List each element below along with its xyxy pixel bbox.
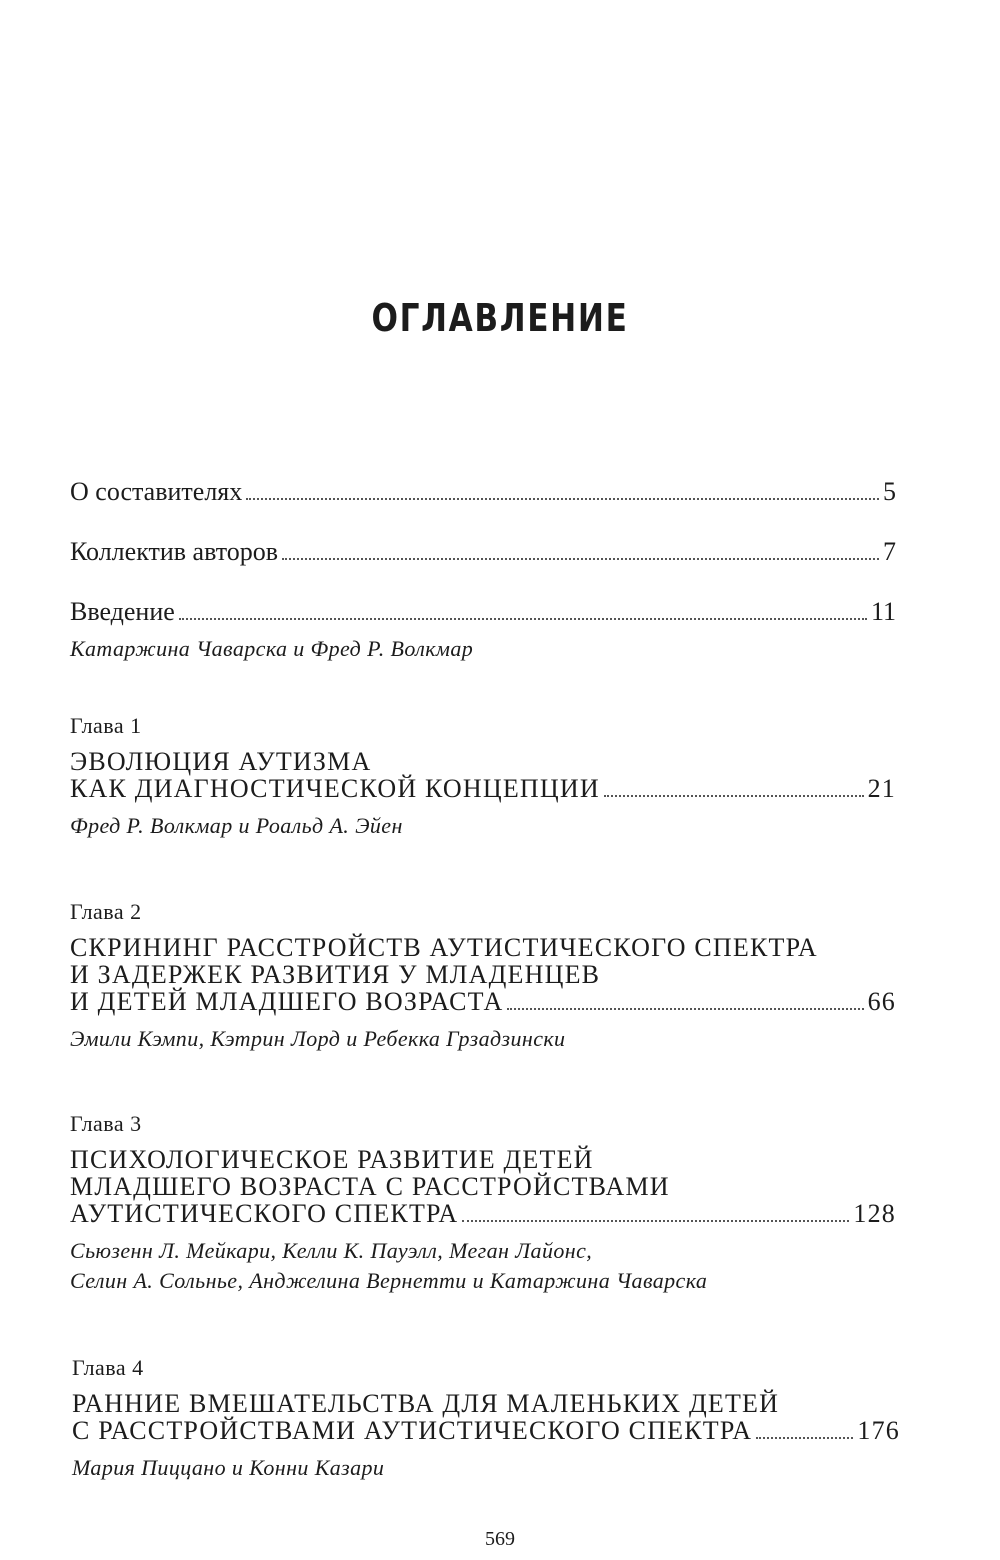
chapter-authors: Эмили Кэмпи, Кэтрин Лорд и Ребекка Грзадзински	[70, 1026, 566, 1051]
toc-entry-title: О составителях	[70, 477, 243, 506]
toc-chapter-4	[72, 1356, 900, 1483]
toc-entry-page: 5	[883, 477, 896, 506]
chapter-title-line: МЛАДШЕГО ВОЗРАСТА С РАССТРОЙСТВАМИ	[70, 1172, 670, 1201]
chapter-authors: Мария Пиццано и Конни Казари	[72, 1455, 385, 1480]
chapter-title-line: И ЗАДЕРЖЕК РАЗВИТИЯ У МЛАДЕНЦЕВ	[70, 960, 601, 989]
chapter-page: 66	[867, 987, 896, 1016]
chapter-authors: Сьюзенн Л. Мейкари, Келли К. Пауэлл, Меган Лайонс,	[70, 1238, 593, 1263]
toc-entry-page: 11	[870, 597, 896, 626]
dot-leader	[179, 618, 867, 620]
chapter-page: 128	[853, 1199, 896, 1228]
chapter-page: 176	[857, 1416, 900, 1445]
toc-chapter-2	[70, 900, 896, 1054]
chapter-label: Глава 4	[72, 1355, 144, 1380]
toc-entry-title: Коллектив авторов	[70, 537, 278, 566]
page-number: 569	[485, 1528, 515, 1550]
chapter-authors: Фред Р. Волкмар и Роальд А. Эйен	[70, 813, 403, 838]
toc-chapter-1	[70, 714, 896, 841]
chapter-page: 21	[867, 774, 896, 803]
toc-chapter-3	[70, 1112, 896, 1296]
dot-leader	[604, 795, 864, 797]
toc-entry-authors-collective	[70, 538, 896, 566]
dot-leader	[756, 1437, 853, 1439]
chapter-label: Глава 1	[70, 713, 142, 738]
chapter-title-line: КАК ДИАГНОСТИЧЕСКОЙ КОНЦЕПЦИИ	[70, 774, 600, 803]
toc-entry-compilers	[70, 478, 896, 506]
dot-leader	[246, 498, 879, 500]
chapter-title-line: С РАССТРОЙСТВАМИ АУТИСТИЧЕСКОГО СПЕКТРА	[72, 1416, 753, 1445]
toc-entry-introduction	[70, 598, 896, 664]
chapter-title-line: СКРИНИНГ РАССТРОЙСТВ АУТИСТИЧЕСКОГО СПЕКТРА	[70, 933, 818, 962]
chapter-title-line: АУТИСТИЧЕСКОГО СПЕКТРА	[70, 1199, 459, 1228]
chapter-title-line: И ДЕТЕЙ МЛАДШЕГО ВОЗРАСТА	[70, 987, 504, 1016]
chapter-label: Глава 3	[70, 1111, 142, 1136]
chapter-title-line: ПСИХОЛОГИЧЕСКОЕ РАЗВИТИЕ ДЕТЕЙ	[70, 1145, 594, 1174]
dot-leader	[462, 1220, 849, 1222]
dot-leader	[282, 558, 879, 560]
toc-entry-title: Введение	[70, 597, 175, 626]
chapter-authors: Селин А. Сольнье, Анджелина Вернетти и Катаржина Чаварска	[70, 1268, 708, 1293]
chapter-title-line: ЭВОЛЮЦИЯ АУТИЗМА	[70, 747, 372, 776]
chapter-label: Глава 2	[70, 899, 142, 924]
toc-entry-page: 7	[883, 537, 896, 566]
chapter-title-line: РАННИЕ ВМЕШАТЕЛЬСТВА ДЛЯ МАЛЕНЬКИХ ДЕТЕЙ	[72, 1389, 780, 1418]
page-title: ОГЛАВЛЕНИЕ	[371, 296, 629, 340]
dot-leader	[507, 1008, 863, 1010]
toc-entry-authors: Катаржина Чаварска и Фред Р. Волкмар	[70, 636, 474, 661]
